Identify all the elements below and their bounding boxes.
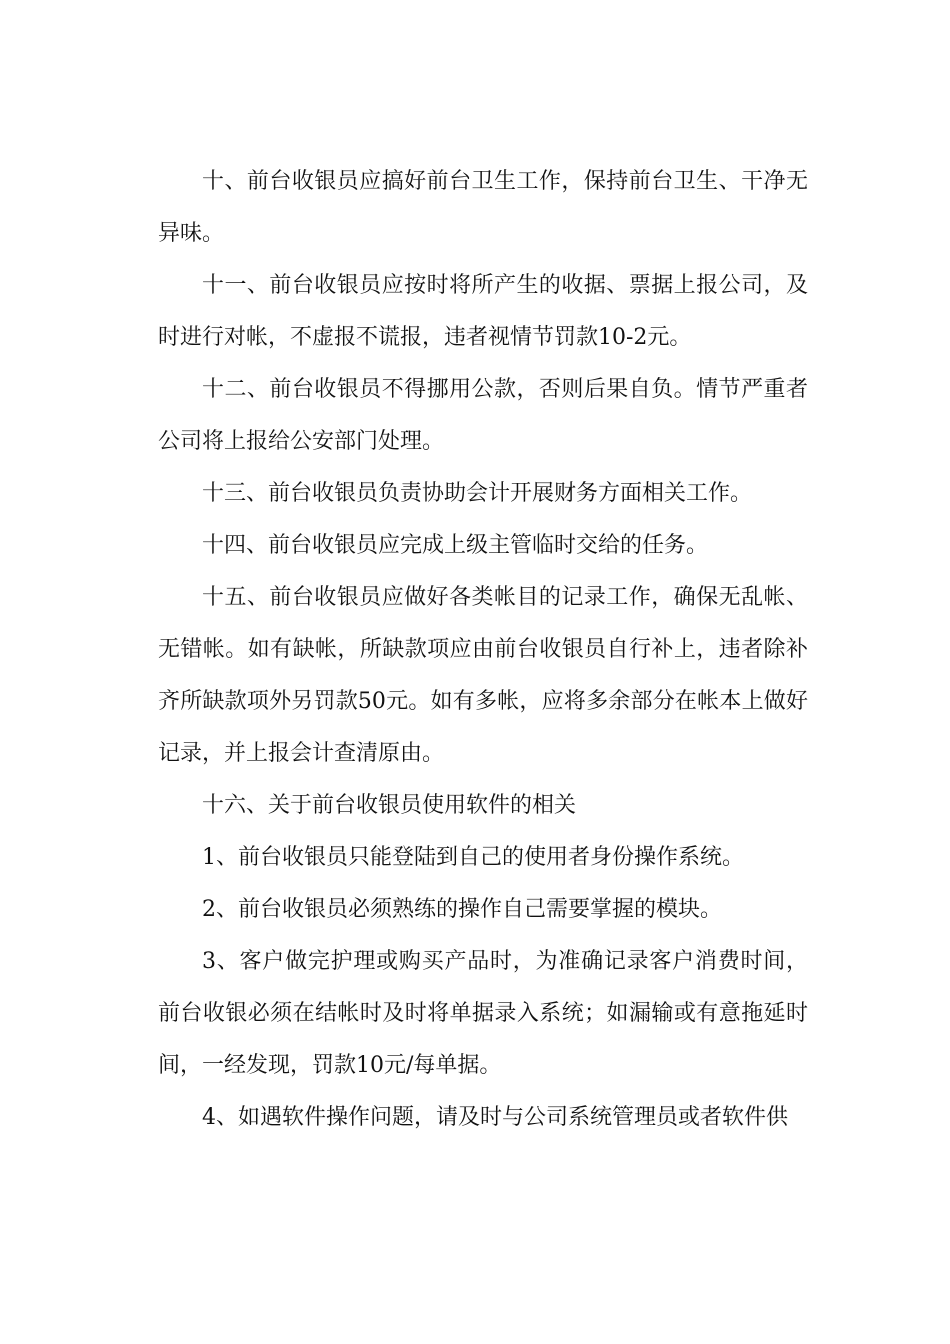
software-rule-2: 2、前台收银员必须熟练的操作自己需要掌握的模块。 [202,897,722,922]
paragraph-14-tasks: 十四、前台收银员应完成上级主管临时交给的任务。 [202,533,709,558]
paragraph-11-receipts: 十一、前台收银员应按时将所产生的收据、票据上报公司，及时进行对帐，不虚报不谎报，违者视情节罚款10-2元。 [158,273,808,350]
paragraph-15-records: 十五、前台收银员应做好各类帐目的记录工作，确保无乱帐、无错帐。如有缺帐，所缺款项应由前台收银员自行补上，违者除补齐所缺款项外另罚款50元。如有多帐，应将多余部分在帐本上做好记录，并上报会计查清原由。 [158,585,808,766]
paragraph-12-public-funds: 十二、前台收银员不得挪用公款，否则后果自负。情节严重者公司将上报给公安部门处理。 [158,377,808,454]
software-rule-1: 1、前台收银员只能登陆到自己的使用者身份操作系统。 [202,845,744,870]
document-body [158,156,808,1144]
software-rule-3: 3、客户做完护理或购买产品时，为准确记录客户消费时间，前台收银必须在结帐时及时将单据录入系统；如漏输或有意拖延时间，一经发现，罚款10元/每单据。 [158,949,808,1078]
paragraph-13-accounting: 十三、前台收银员负责协助会计开展财务方面相关工作。 [202,481,753,506]
paragraph-16-software: 十六、关于前台收银员使用软件的相关 [202,793,577,818]
paragraph-10-hygiene: 十、前台收银员应搞好前台卫生工作，保持前台卫生、干净无异味。 [158,169,808,246]
software-rule-4: 4、如遇软件操作问题，请及时与公司系统管理员或者软件供 [202,1105,788,1130]
